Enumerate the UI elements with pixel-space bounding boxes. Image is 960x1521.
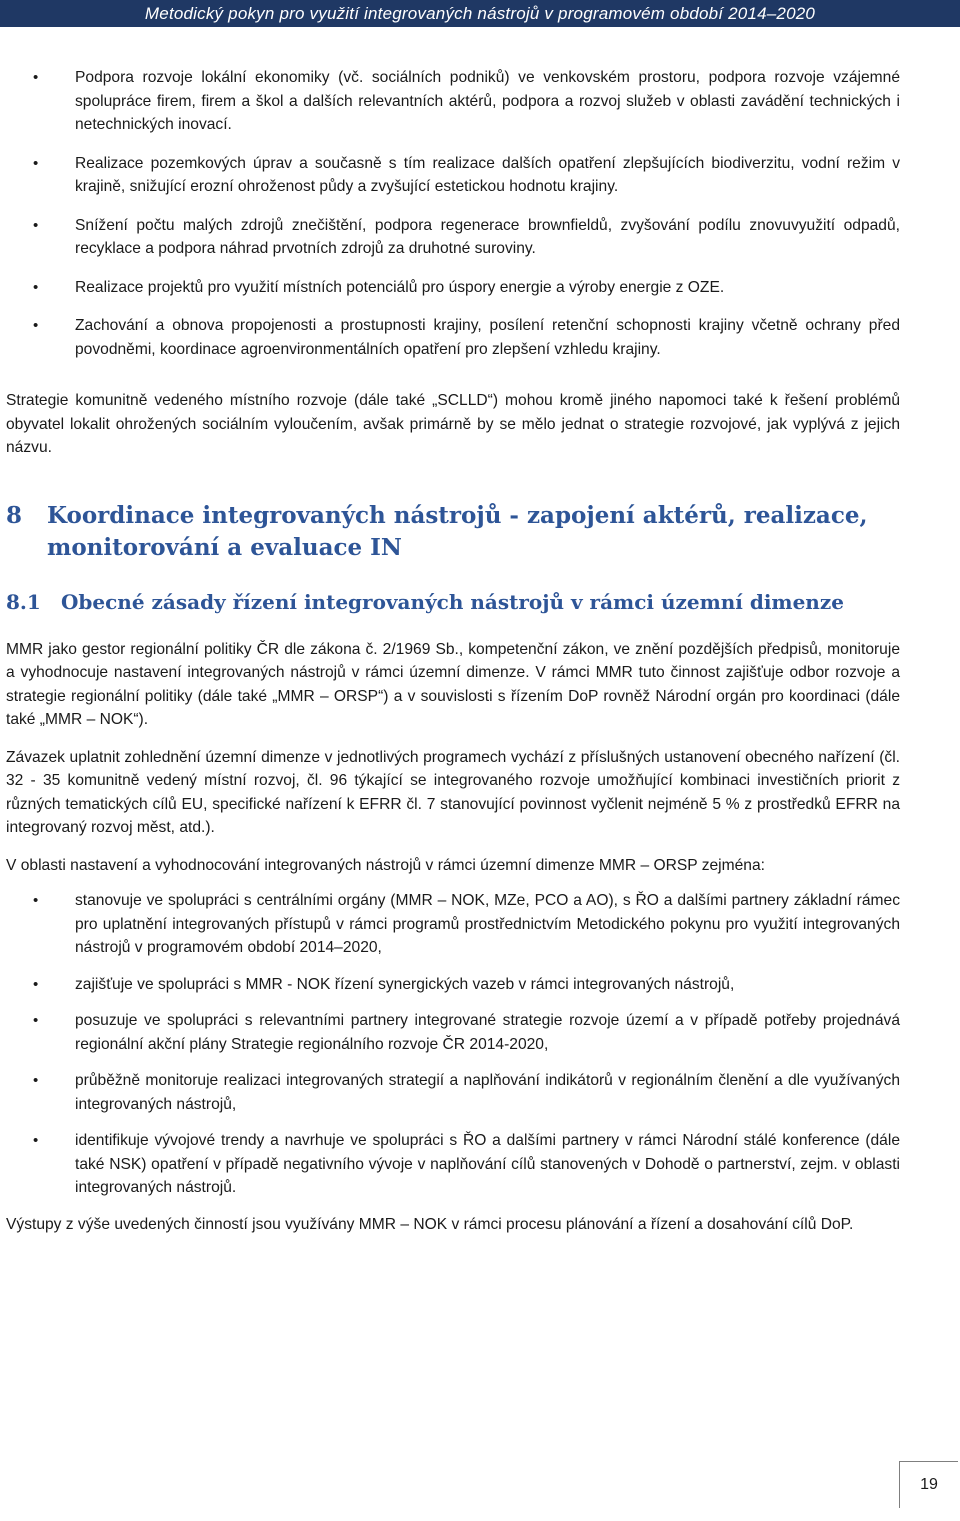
- list-item: • Podpora rozvoje lokální ekonomiky (vč. sociálních podniků) ve venkovském prostoru, podpora rozvoje vzájemné spolupráce firem, firem a škol a dalších relevantních aktérů, podpora a rozvoj služeb v oblasti zavádění technických i netechnických inovací.: [6, 66, 900, 137]
- section-number: 8.1: [6, 589, 41, 614]
- list-item: • průběžně monitoruje realizaci integrovaných strategií a naplňování indikátorů v regionálním členění a dle využívaných integrovaných nástrojů,: [6, 1069, 900, 1116]
- document-body: [6, 66, 900, 1250]
- bullet-icon: •: [33, 1132, 39, 1149]
- section-heading-8: [6, 500, 900, 564]
- section-heading-8-1: [6, 588, 900, 616]
- bullet-icon: •: [33, 69, 39, 86]
- paragraph-final: Výstupy z výše uvedených činností jsou využívány MMR – NOK v rámci procesu plánování a řízení a dosahování cílů DoP.: [6, 1215, 854, 1233]
- page-number: 19: [899, 1461, 958, 1508]
- bullet-icon: •: [33, 1072, 39, 1089]
- list-item: • zajišťuje ve spolupráci s MMR - NOK řízení synergických vazeb v rámci integrovaných nástrojů,: [6, 973, 900, 997]
- paragraph: V oblasti nastavení a vyhodnocování integrovaných nástrojů v rámci územní dimenze MMR – ORSP zejména:: [6, 856, 765, 874]
- paragraph: MMR jako gestor regionální politiky ČR dle zákona č. 2/1969 Sb., kompetenční zákon, ve znění pozdějších předpisů, monitoruje a vyhodnocuje nastavení integrovaných nástrojů v rámci územní dimenze. V rámci MMR tuto činnost zajišťuje odbor rozvoje a strategie regionální politiky (dále také „MMR – ORSP“) a v souvislosti s řízením DoP rovněž Národní orgán pro koordinaci (dále také „MMR – NOK“).: [6, 640, 900, 728]
- bullet-icon: •: [33, 216, 39, 234]
- list-item: • Snížení počtu malých zdrojů znečištění, podpora regenerace brownfieldů, zvyšování podílu znovuvyužití odpadů, recyklace a podpora náhrad prvotních zdrojů za druhotné suroviny.: [6, 214, 900, 261]
- bullet-icon: •: [33, 1012, 39, 1029]
- list-item: • identifikuje vývojové trendy a navrhuje ve spolupráci s ŘO a dalšími partnery v rámci Národní stálé konference (dále také NSK) opatření v případě negativního vývoje v naplňování cílů stanovených v Dohodě o partnerství, zejm. v oblasti integrovaných nástrojů.: [6, 1129, 900, 1200]
- section-number: 8: [6, 501, 23, 529]
- bullet-list-top: [6, 66, 900, 361]
- bullet-icon: •: [33, 892, 39, 909]
- list-item: • Realizace projektů pro využití místních potenciálů pro úspory energie a výroby energie z OZE.: [6, 276, 900, 300]
- page-header: Metodický pokyn pro využití integrovaných nástrojů v programovém období 2014–2020: [0, 0, 960, 27]
- list-item: • stanovuje ve spolupráci s centrálními orgány (MMR – NOK, MZe, PCO a AO), s ŘO a dalšími partnery základní rámec pro uplatnění integrovaných přístupů v rámci programů prostřednictvím Metodického pokynu pro využití integrovaných nástrojů v programovém období 2014–2020,: [6, 889, 900, 960]
- list-item: • Zachování a obnova propojenosti a prostupnosti krajiny, posílení retenční schopnosti krajiny včetně ochrany před povodněmi, koordinace agroenvironmentálních opatření pro zlepšení vzhledu krajiny.: [6, 314, 900, 361]
- paragraph-sclld: Strategie komunitně vedeného místního rozvoje (dále také „SCLLD“) mohou kromě jiného napomoci také k řešení problémů obyvatel lokalit ohrožených sociálním vyloučením, avšak primárně by se mělo jednat o strategie rozvojové, jak vyplývá z jejich názvu.: [6, 392, 900, 456]
- bullet-icon: •: [33, 975, 39, 993]
- list-item: • Realizace pozemkových úprav a současně s tím realizace dalších opatření zlepšujících biodiverzitu, vodní režim v krajině, snižující erozní ohroženost půdy a zvyšující estetickou hodnotu krajiny.: [6, 152, 900, 199]
- section-title: Obecné zásady řízení integrovaných nástrojů v rámci územní dimenze: [61, 589, 844, 614]
- bullet-icon: •: [33, 317, 39, 334]
- section-title: Koordinace integrovaných nástrojů - zapojení aktérů, realizace, monitorování a evaluace IN: [47, 501, 868, 561]
- paragraph: Závazek uplatnit zohlednění územní dimenze v jednotlivých programech vychází z příslušných ustanovení obecného nařízení (čl. 32 - 35 komunitně vedený místní rozvoj, čl. 96 týkající se integrovaného rozvoje umožňující kombinaci investičních priorit z různých tematických cílů EU, specifické nařízení k EFRR čl. 7 stanovující povinnost vyčlenit nejméně 5 % z prostředků EFRR na integrovaný rozvoj měst, atd.).: [6, 748, 900, 836]
- list-item: • posuzuje ve spolupráci s relevantními partnery integrované strategie rozvoje území a v případě potřeby projednává regionální akční plány Strategie regionálního rozvoje ČR 2014-2020,: [6, 1009, 900, 1056]
- bullet-list-orsp: [6, 889, 900, 1200]
- bullet-icon: •: [33, 154, 39, 172]
- bullet-icon: •: [33, 278, 39, 296]
